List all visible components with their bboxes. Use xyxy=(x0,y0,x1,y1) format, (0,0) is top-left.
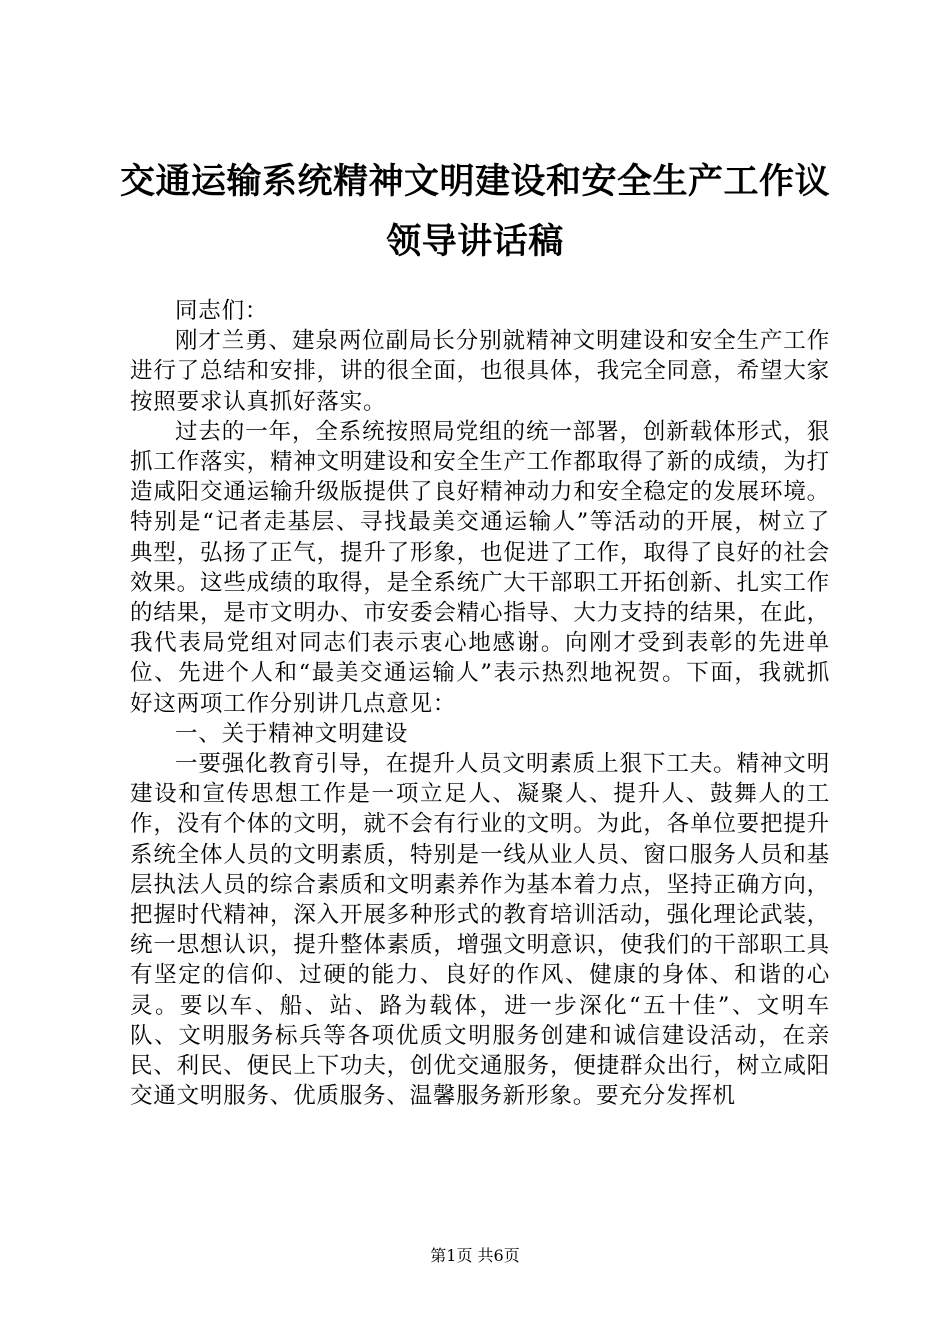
section-heading: 一、关于精神文明建设 xyxy=(175,720,409,747)
salutation: 同志们： xyxy=(175,298,269,324)
page-number-footer: 第1页 共6页 xyxy=(430,1246,520,1265)
paragraph: 一要强化教育引导，在提升人员文明素质上狠下工夫。精神文明建设和宣传思想工作是一项立足人、凝聚人、提升人、鼓舞人的工作，没有个体的文明，就不会有行业的文明。为此，各单位要把提升系统全体人员的文明素质，特别是一线从业人员、窗口服务人员和基层执法人员的综合素质和文明素养作为基本着力点，坚持正确方向，把握时代精神，深入开展多种形式的教育培训活动，强化理论武装，统一思想认识，提升整体素质，增强文明意识，使我们的干部职工具有坚定的信仰、过硬的能力、良好的作风、健康的身体、和谐的心灵。要以车、船、站、路为载体，进一步深化“五十佳”、文明车队、文明服务标兵等各项优质文明服务创建和诚信建设活动，在亲民、利民、便民上下功夫，创优交通服务，便捷群众出行，树立咸阳交通文明服务、优质服务、温馨服务新形象。要充分发挥机 xyxy=(130,751,830,1110)
document-title-line-2: 领导讲话稿 xyxy=(386,222,564,262)
paragraph: 过去的一年，全系统按照局党组的统一部署，创新载体形式，狠抓工作落实，精神文明建设和安全生产工作都取得了新的成绩，为打造咸阳交通运输升级版提供了良好精神动力和安全稳定的发展环境。特别是“记者走基层、寻找最美交通运输人”等活动的开展，树立了典型，弘扬了正气，提升了形象，也促进了工作，取得了良好的社会效果。这些成绩的取得，是全系统广大干部职工开拓创新、扎实工作的结果，是市文明办、市安委会精心指导、大力支持的结果，在此，我代表局党组对同志们表示衷心地感谢。向刚才受到表彰的先进单位、先进个人和“最美交通运输人”表示热烈地祝贺。下面，我就抓好这两项工作分别讲几点意见： xyxy=(130,418,830,717)
document-body xyxy=(130,296,830,1111)
paragraph: 刚才兰勇、建泉两位副局长分别就精神文明建设和安全生产工作进行了总结和安排，讲的很全面，也很具体，我完全同意，希望大家按照要求认真抓好落实。 xyxy=(130,328,830,415)
document-title-line-1: 交通运输系统精神文明建设和安全生产工作议 xyxy=(119,162,830,202)
